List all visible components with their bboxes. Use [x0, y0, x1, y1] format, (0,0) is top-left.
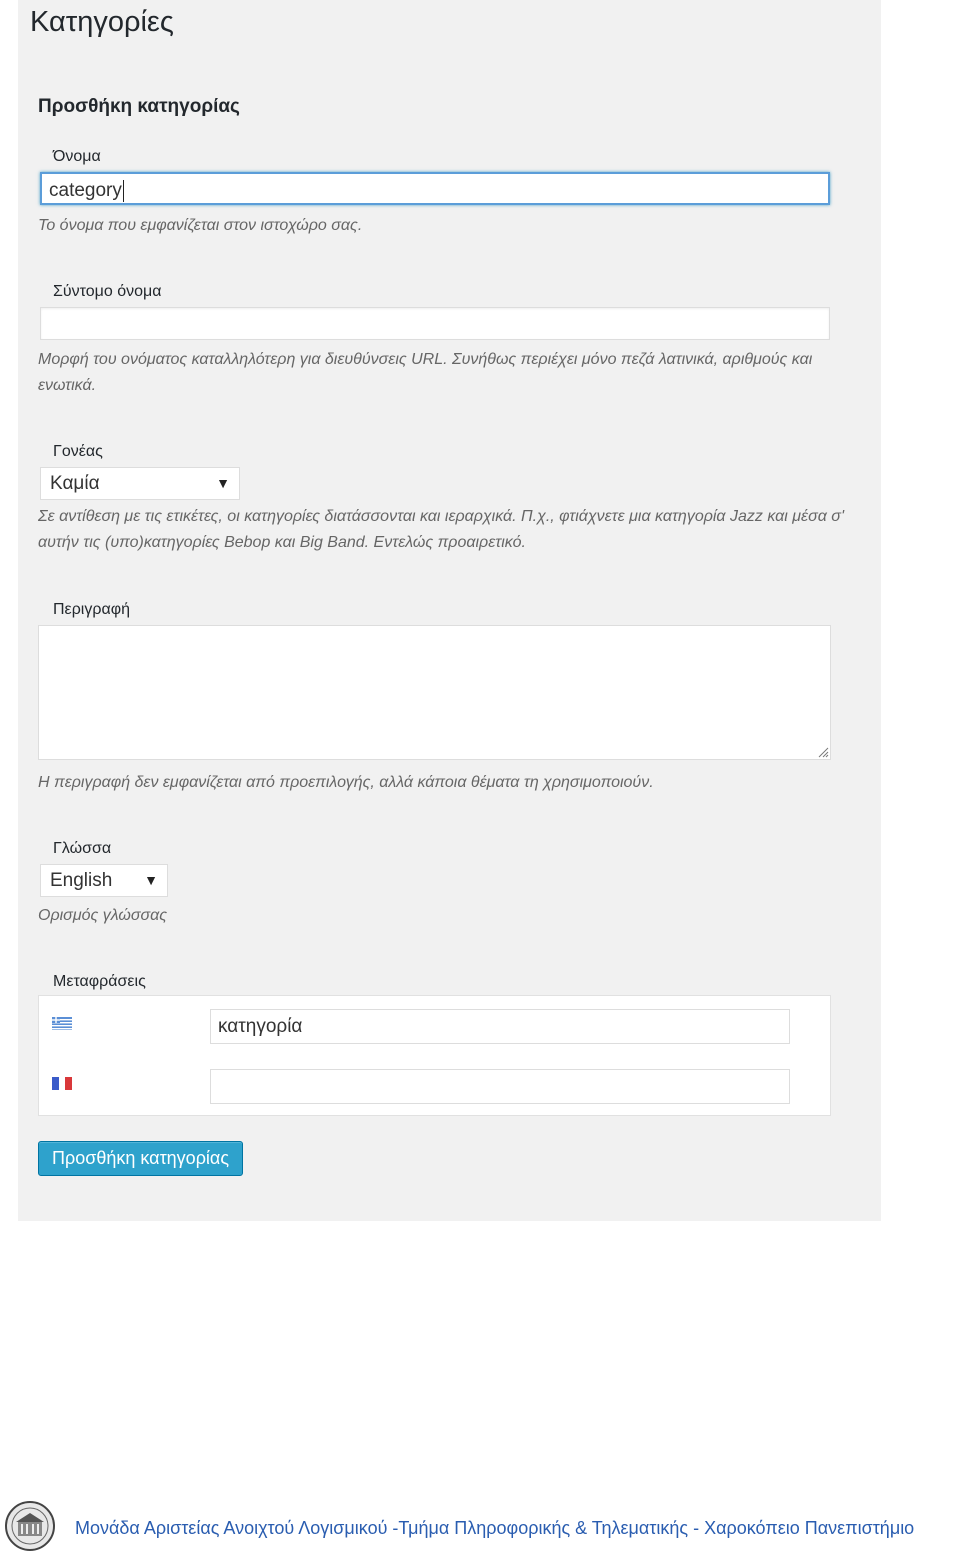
section-title: Προσθήκη κατηγορίας	[38, 96, 240, 117]
name-input-value: category	[49, 180, 122, 201]
name-help: Το όνομα που εμφανίζεται στον ιστοχώρο σας.	[38, 217, 363, 234]
translations-label: Μεταφράσεις	[53, 973, 146, 990]
translation-input-greek[interactable]: κατηγορία	[210, 1009, 790, 1044]
add-category-panel	[18, 0, 881, 1221]
translations-box	[38, 995, 831, 1116]
name-label: Όνομα	[53, 148, 101, 165]
dropdown-arrow-icon: ▼	[144, 872, 158, 888]
page-title: Κατηγορίες	[30, 6, 174, 38]
slug-label: Σύντομο όνομα	[53, 283, 162, 300]
greek-flag-icon	[52, 1017, 72, 1030]
language-label: Γλώσσα	[53, 840, 112, 857]
parent-help: Σε αντίθεση με τις ετικέτες, οι κατηγορίες διατάσσονται και ιεραρχικά. Π.χ., φτιάχνετε μια κατηγορία Jazz και μέσα σ' αυτήν τις (υπο)κατηγορίες Bebop και Big Band. Εντελώς προαιρετικό.	[38, 508, 844, 551]
name-input[interactable]	[40, 172, 830, 205]
french-flag-icon	[52, 1077, 72, 1090]
parent-label: Γονέας	[53, 443, 103, 460]
description-textarea[interactable]	[38, 625, 831, 760]
language-select[interactable]	[40, 864, 168, 897]
language-selected-value: English	[50, 870, 113, 891]
footer-text: Μονάδα Αριστείας Ανοιχτού Λογισμικού -Τμήμα Πληροφορικής & Τηλεματικής - Χαροκόπειο Πανεπιστήμιο	[75, 1518, 915, 1538]
university-logo-icon	[4, 1500, 56, 1552]
language-help: Ορισμός γλώσσας	[38, 907, 168, 924]
text-caret	[123, 180, 124, 202]
slug-help: Μορφή του ονόματος καταλληλότερη για διευθύνσεις URL. Συνήθως περιέχει μόνο πεζά λατινικά, αριθμούς και ενωτικά.	[38, 351, 813, 394]
slug-input[interactable]	[40, 307, 830, 340]
dropdown-arrow-icon: ▼	[216, 475, 230, 491]
translation-input-french[interactable]	[210, 1069, 790, 1104]
parent-select[interactable]	[40, 467, 240, 500]
description-label: Περιγραφή	[53, 601, 130, 618]
add-category-button[interactable]: Προσθήκη κατηγορίας	[38, 1141, 243, 1176]
description-help: Η περιγραφή δεν εμφανίζεται από προεπιλογής, αλλά κάποια θέματα τη χρησιμοποιούν.	[38, 774, 654, 791]
parent-selected-value: Καμία	[50, 473, 100, 494]
resize-grip-icon[interactable]	[817, 746, 829, 758]
